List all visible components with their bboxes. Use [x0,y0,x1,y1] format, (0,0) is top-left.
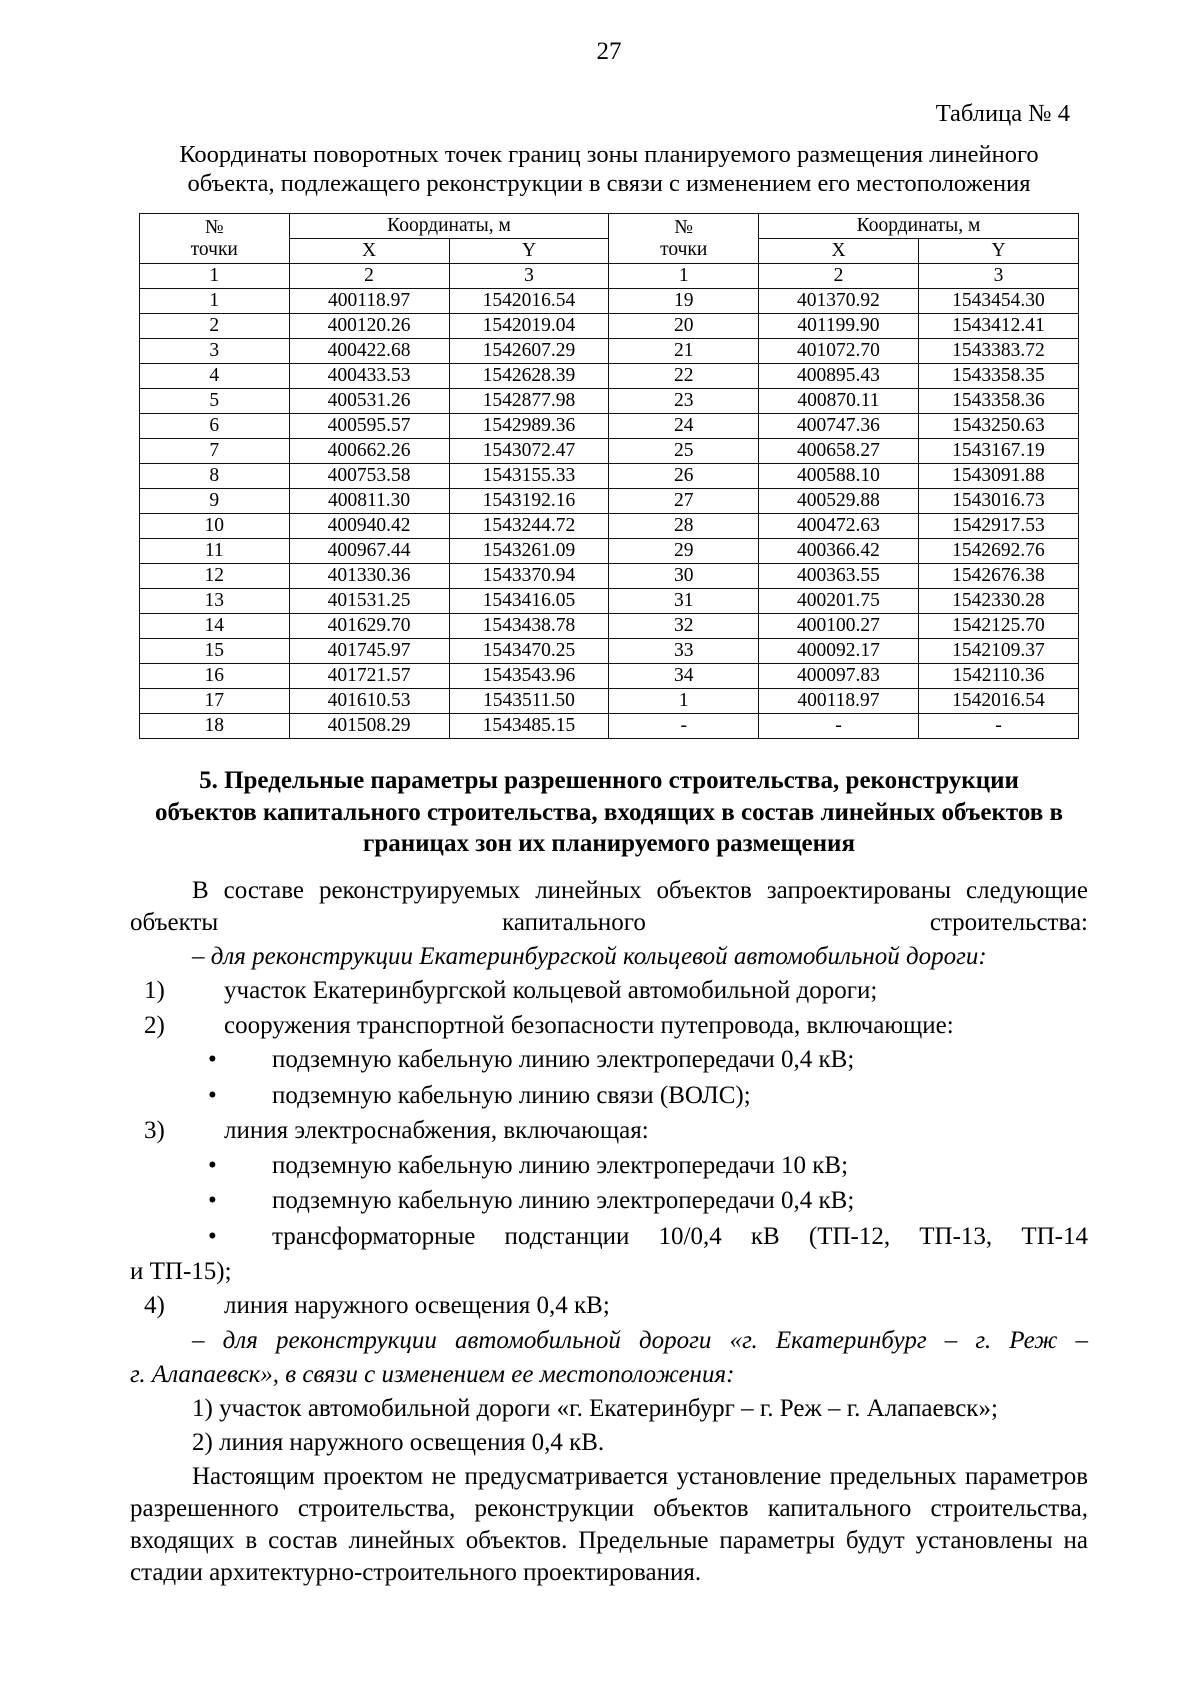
list-marker: 4) [144,1292,165,1319]
group1-item2-bullets [130,1044,1088,1112]
cell-point-no-left: 6 [140,414,290,439]
list-item-text: подземную кабельную линию связи (ВОЛС); [272,1081,751,1109]
section-5-closing: Настоящим проектом не предусматривается установление предельных параметров разрешенного строительства, реконструкции объектов капитального строительства, входящих в состав линейных объектов. Предельные параметры будут установлены на стадии архитектурно-строительного проектирования. [130,1462,1088,1586]
table-title: Координаты поворотных точек границ зоны планируемого размещения линейного объекта, подлежащего реконструкции в связи с изменением его местоположения [179,140,1039,198]
table-row [140,414,1079,439]
group1-numbered-list [130,975,1088,1042]
section-5-intro: В составе реконструируемых линейных объектов запроектированы следующие объекты капитального строительства: [130,877,1088,936]
cell-point-no-right: - [609,714,759,739]
cell-x-right: 400118.97 [759,689,919,714]
cell-y-left: 1543511.50 [449,689,609,714]
list-item [130,1150,1088,1183]
bullet-icon: • [208,1187,217,1214]
cell-x-left: 400118.97 [289,289,449,314]
cell-point-no-left: 10 [140,514,290,539]
list-marker: 2) [144,1011,165,1039]
list-item-text: линия электроснабжения, включающая: [224,1117,649,1144]
cell-point-no-left: 5 [140,389,290,414]
cell-x-left: 400811.30 [289,489,449,514]
list-item [130,1185,1088,1218]
cell-point-no-right: 20 [609,314,759,339]
table-body [140,289,1079,739]
cell-y-right: 1543091.88 [918,464,1078,489]
cell-x-left: 400940.42 [289,514,449,539]
cell-point-no-left: 15 [140,639,290,664]
cell-point-no-left: 14 [140,614,290,639]
table-row [140,614,1079,639]
cell-y-right: 1542110.36 [918,664,1078,689]
cell-x-left: 400967.44 [289,539,449,564]
header-point-no-line1-right: № [674,216,694,238]
cell-point-no-left: 18 [140,714,290,739]
cell-point-no-left: 3 [140,339,290,364]
cell-point-no-left: 4 [140,364,290,389]
table-row [140,314,1079,339]
cell-y-right: - [918,714,1078,739]
header-point-no-right [609,214,759,264]
cell-point-no-left: 2 [140,314,290,339]
list-item [130,1221,1088,1254]
header-y-left: Y [449,239,609,264]
cell-x-left: 401721.57 [289,664,449,689]
cell-point-no-right: 22 [609,364,759,389]
table-row [140,489,1079,514]
cell-point-no-right: 31 [609,589,759,614]
cell-x-right: 400097.83 [759,664,919,689]
cell-point-no-left: 12 [140,564,290,589]
cell-point-no-right: 33 [609,639,759,664]
col-num-4: 1 [609,264,759,289]
cell-point-no-right: 28 [609,514,759,539]
cell-y-left: 1543470.25 [449,639,609,664]
group1-item3-bullets [130,1150,1088,1254]
bullet-icon: • [208,1046,217,1073]
table-head [140,214,1079,289]
list-item [130,1044,1088,1077]
group1-item3 [130,1115,1088,1148]
cell-x-right: - [759,714,919,739]
header-x-right: X [759,239,919,264]
col-num-6: 3 [918,264,1078,289]
cell-y-left: 1543485.15 [449,714,609,739]
table-row [140,564,1079,589]
table-row [140,339,1079,364]
cell-x-right: 401072.70 [759,339,919,364]
cell-x-left: 401629.70 [289,614,449,639]
cell-point-no-right: 32 [609,614,759,639]
group1-item4 [130,1290,1088,1323]
cell-x-right: 400201.75 [759,589,919,614]
list-item-text: подземную кабельную линию электропередачи 10 кВ; [272,1151,849,1179]
cell-x-right: 400092.17 [759,639,919,664]
cell-x-right: 400588.10 [759,464,919,489]
table-row [140,714,1079,739]
cell-y-left: 1543438.78 [449,614,609,639]
list-item [130,1010,1088,1043]
table-row [140,539,1079,564]
cell-x-left: 400422.68 [289,339,449,364]
cell-y-right: 1543167.19 [918,439,1078,464]
cell-x-left: 400531.26 [289,389,449,414]
cell-point-no-right: 27 [609,489,759,514]
table-header-row-1 [140,214,1079,239]
cell-y-left: 1543072.47 [449,439,609,464]
cell-y-right: 1543454.30 [918,289,1078,314]
list-marker: 1) [144,977,165,1004]
bullet-icon: • [208,1222,217,1250]
cell-y-right: 1543358.35 [918,364,1078,389]
cell-x-left: 401745.97 [289,639,449,664]
coordinates-table [139,213,1079,739]
cell-y-left: 1542877.98 [449,389,609,414]
page-number: 27 [596,38,622,65]
cell-y-right: 1542125.70 [918,614,1078,639]
header-coords-group-left: Координаты, м [289,214,609,239]
cell-y-left: 1542989.36 [449,414,609,439]
cell-y-left: 1542016.54 [449,289,609,314]
cell-y-left: 1542019.04 [449,314,609,339]
cell-y-right: 1543250.63 [918,414,1078,439]
cell-point-no-left: 9 [140,489,290,514]
header-point-no-line1: № [204,216,224,238]
col-num-5: 2 [759,264,919,289]
cell-point-no-left: 13 [140,589,290,614]
list-item-text: трансформаторные подстанции 10/0,4 кВ (ТП-12, ТП-13, ТП-14 [272,1222,1088,1250]
col-num-2: 2 [289,264,449,289]
cell-x-left: 400433.53 [289,364,449,389]
cell-y-right: 1542330.28 [918,589,1078,614]
cell-y-right: 1543383.72 [918,339,1078,364]
cell-x-left: 401330.36 [289,564,449,589]
list-item [130,1080,1088,1113]
cell-point-no-left: 16 [140,664,290,689]
cell-x-right: 400747.36 [759,414,919,439]
cell-x-left: 400753.58 [289,464,449,489]
cell-x-left: 401531.25 [289,589,449,614]
cell-point-no-left: 11 [140,539,290,564]
cell-x-left: 400662.26 [289,439,449,464]
cell-point-no-right: 29 [609,539,759,564]
list-item-text: подземную кабельную линию электропередачи 0,4 кВ; [272,1046,855,1073]
list-item-text: линия наружного освещения 0,4 кВ; [224,1292,610,1319]
cell-y-left: 1543192.16 [449,489,609,514]
cell-y-left: 1543244.72 [449,514,609,539]
header-point-no-line2-right: точки [660,238,708,260]
table-row [140,514,1079,539]
bullet-icon: • [208,1151,217,1179]
cell-point-no-right: 26 [609,464,759,489]
cell-y-left: 1543416.05 [449,589,609,614]
cell-y-left: 1542607.29 [449,339,609,364]
header-x-left: X [289,239,449,264]
cell-point-no-right: 19 [609,289,759,314]
header-point-no-left [140,214,290,264]
group1-lead: – для реконструкции Екатеринбургской кольцевой автомобильной дороги: [192,943,987,970]
table-label: Таблица № 4 [935,99,1070,127]
cell-y-right: 1543358.36 [918,389,1078,414]
list-item [130,975,1088,1008]
cell-point-no-right: 25 [609,439,759,464]
group2-item-2: 2) линия наружного освещения 0,4 кВ. [192,1428,605,1456]
cell-y-left: 1543261.09 [449,539,609,564]
table-row [140,364,1079,389]
cell-x-right: 400658.27 [759,439,919,464]
cell-y-left: 1543543.96 [449,664,609,689]
cell-y-right: 1543412.41 [918,314,1078,339]
cell-y-right: 1542917.53 [918,514,1078,539]
list-item [130,1115,1088,1148]
header-coords-group-right: Координаты, м [759,214,1079,239]
cell-x-right: 401370.92 [759,289,919,314]
bullet-icon: • [208,1081,217,1109]
cell-point-no-right: 21 [609,339,759,364]
cell-point-no-left: 7 [140,439,290,464]
cell-x-right: 400366.42 [759,539,919,564]
cell-y-right: 1542109.37 [918,639,1078,664]
list-item [130,1290,1088,1323]
table-row [140,589,1079,614]
cell-point-no-right: 1 [609,689,759,714]
cell-point-no-right: 34 [609,664,759,689]
group2-item-1: 1) участок автомобильной дороги «г. Екатеринбург – г. Реж – г. Алапаевск»; [192,1394,998,1422]
cell-x-right: 400472.63 [759,514,919,539]
col-num-3: 3 [449,264,609,289]
cell-y-right: 1542016.54 [918,689,1078,714]
table-row [140,439,1079,464]
table-row [140,664,1079,689]
cell-x-right: 400870.11 [759,389,919,414]
cell-x-right: 400895.43 [759,364,919,389]
cell-y-left: 1543155.33 [449,464,609,489]
col-num-1: 1 [140,264,290,289]
cell-y-right: 1542676.38 [918,564,1078,589]
cell-x-left: 401508.29 [289,714,449,739]
group1-bullet3-continuation: и ТП-15); [130,1258,232,1285]
cell-y-left: 1543370.94 [449,564,609,589]
cell-x-right: 400100.27 [759,614,919,639]
table-column-numbering-row [140,264,1079,289]
cell-point-no-left: 1 [140,289,290,314]
cell-y-right: 1542692.76 [918,539,1078,564]
cell-x-left: 400595.57 [289,414,449,439]
table-row [140,289,1079,314]
cell-y-left: 1542628.39 [449,364,609,389]
list-item-text: сооружения транспортной безопасности путепровода, включающие: [224,1011,954,1039]
cell-point-no-left: 17 [140,689,290,714]
header-y-right: Y [918,239,1078,264]
table-row [140,639,1079,664]
table-row [140,389,1079,414]
cell-x-right: 400363.55 [759,564,919,589]
cell-x-left: 401610.53 [289,689,449,714]
list-marker: 3) [144,1117,165,1144]
cell-x-right: 401199.90 [759,314,919,339]
cell-x-right: 400529.88 [759,489,919,514]
cell-y-right: 1543016.73 [918,489,1078,514]
cell-point-no-left: 8 [140,464,290,489]
cell-point-no-right: 30 [609,564,759,589]
header-point-no-line2: точки [190,238,238,260]
group2-lead-line1: – для реконструкции автомобильной дороги «г. Екатеринбург – г. Реж – [192,1326,1088,1354]
cell-x-left: 400120.26 [289,314,449,339]
cell-point-no-right: 23 [609,389,759,414]
section-5-heading: 5. Предельные параметры разрешенного строительства, реконструкции объектов капитального строительства, входящих в состав линейных объектов в границах зон их планируемого размещения [154,767,1064,857]
cell-point-no-right: 24 [609,414,759,439]
table-row [140,689,1079,714]
group2-lead-line2: г. Алапаевск», в связи с изменением ее местоположения: [130,1360,735,1388]
table-row [140,464,1079,489]
list-item-text: участок Екатеринбургской кольцевой автомобильной дороги; [224,977,878,1004]
list-item-text: подземную кабельную линию электропередачи 0,4 кВ; [272,1187,855,1214]
